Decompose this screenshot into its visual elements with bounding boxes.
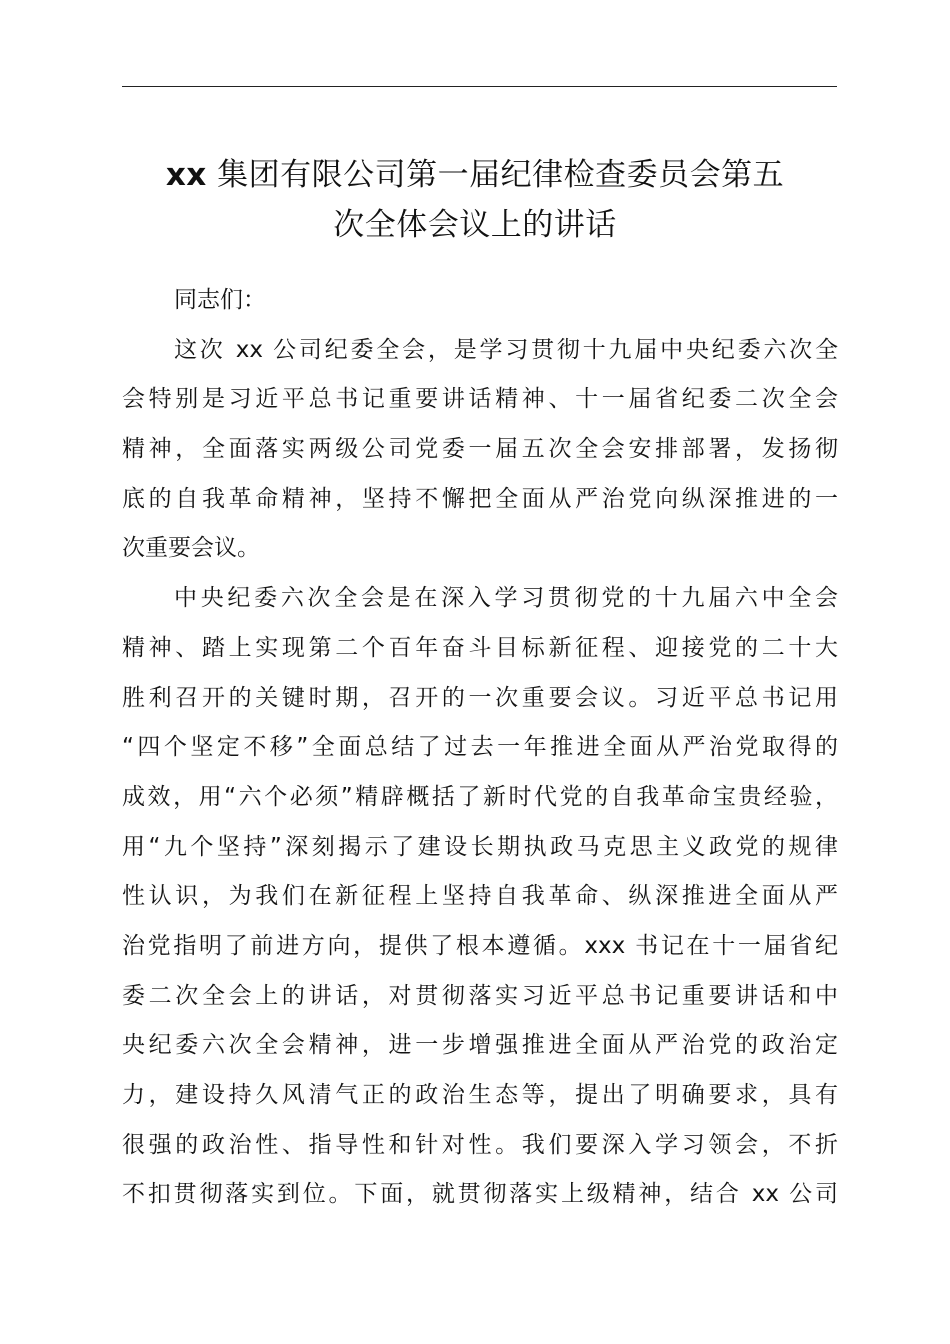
paragraph-line: 不扣贯彻落实到位。下面，就贯彻落实上级精神，结合 xx 公司: [122, 1181, 838, 1208]
paragraph-line: 用“九个坚持”深刻揭示了建设长期执政马克思主义政党的规律: [122, 833, 838, 860]
paragraph-line: 次重要会议。: [122, 535, 260, 562]
paragraph-line: 会特别是习近平总书记重要讲话精神、十一届省纪委二次全会: [122, 386, 838, 413]
paragraph-line: 精神、踏上实现第二个百年奋斗目标新征程、迎接党的二十大: [122, 634, 838, 661]
paragraph-line: 委二次全会上的讲话，对贯彻落实习近平总书记重要讲话和中: [122, 982, 838, 1009]
salutation: 同志们：: [174, 287, 266, 313]
paragraph-line: 这次 xx 公司纪委全会，是学习贯彻十九届中央纪委六次全: [174, 336, 838, 363]
document-body: [122, 276, 838, 1220]
title-line-1-text: 集团有限公司第一届纪律检查委员会第五: [206, 157, 785, 193]
document-title: [110, 150, 840, 250]
header-rule: [122, 86, 837, 87]
paragraph-line: 央纪委六次全会精神，进一步增强推进全面从严治党的政治定: [122, 1032, 838, 1059]
title-line-2: 次全体会议上的讲话: [333, 207, 617, 243]
paragraph-2: [122, 574, 838, 1220]
title-prefix: xx: [165, 157, 207, 193]
paragraph-line: 中央纪委六次全会是在深入学习贯彻党的十九届六中全会: [174, 585, 838, 612]
paragraph-line: 很强的政治性、指导性和针对性。我们要深入学习领会，不折: [122, 1131, 838, 1158]
paragraph-line: 性认识，为我们在新征程上坚持自我革命、纵深推进全面从严: [122, 883, 838, 910]
paragraph-line: 胜利召开的关键时期，召开的一次重要会议。习近平总书记用: [122, 684, 838, 711]
paragraph-line: 底的自我革命精神，坚持不懈把全面从严治党向纵深推进的一: [122, 485, 838, 512]
title-line-1: [110, 150, 840, 200]
paragraph-line: 成效，用“六个必须”精辟概括了新时代党的自我革命宝贵经验，: [122, 783, 838, 810]
paragraph-line: 治党指明了前进方向，提供了根本遵循。xxx 书记在十一届省纪: [122, 932, 838, 959]
paragraph-line: “四个坚定不移”全面总结了过去一年推进全面从严治党取得的: [122, 734, 838, 761]
paragraph-line: 力，建设持久风清气正的政治生态等，提出了明确要求，具有: [122, 1082, 838, 1108]
paragraph-line: 精神，全面落实两级公司党委一届五次全会安排部署，发扬彻: [122, 436, 838, 463]
paragraph-1: [122, 326, 838, 574]
